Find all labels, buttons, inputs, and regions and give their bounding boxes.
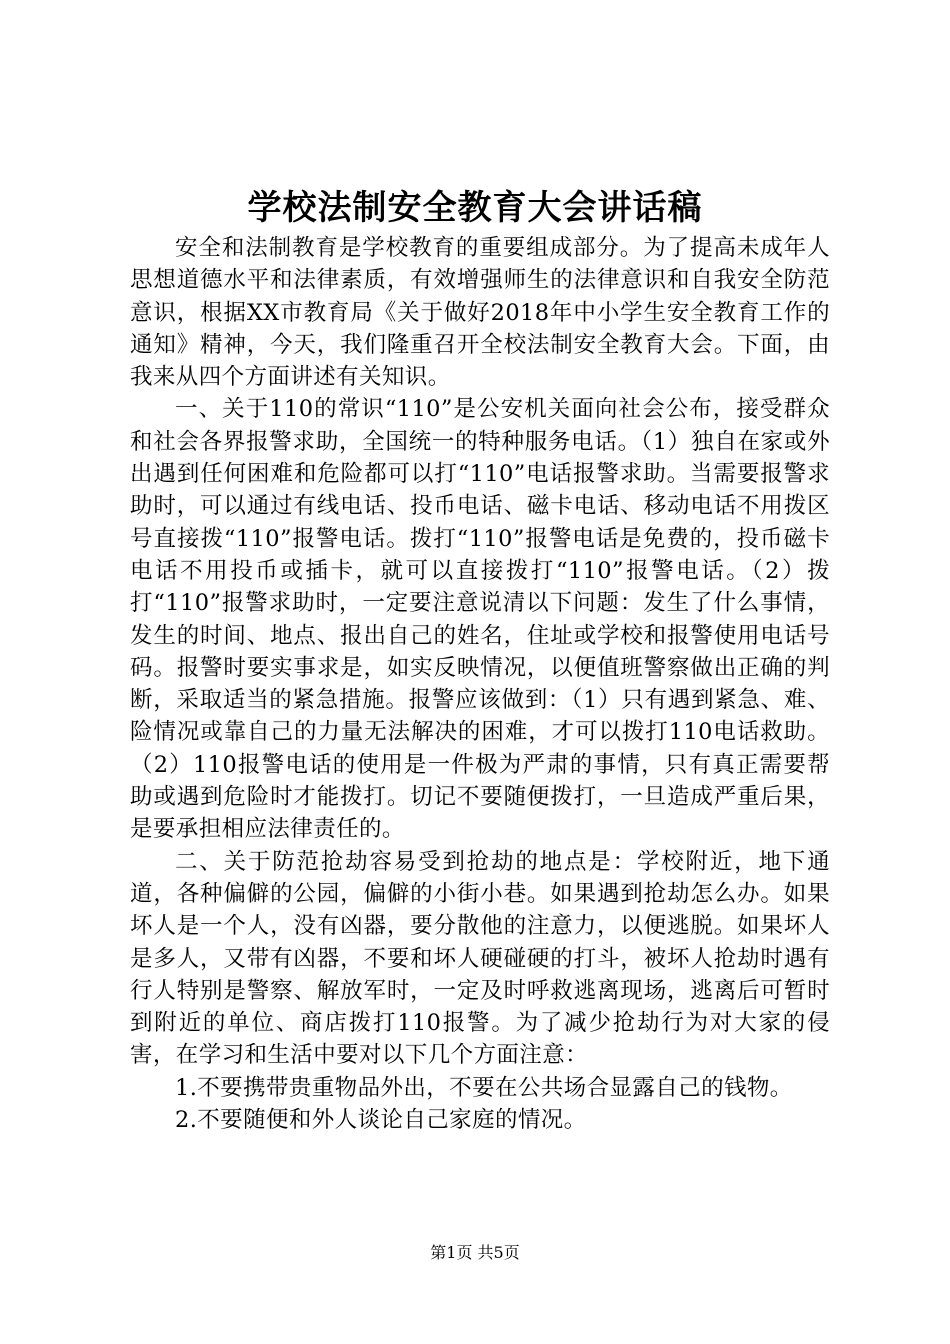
paragraph-section-1: 一、关于110的常识“110”是公安机关面向社会公布，接受群众和社会各界报警求助，全国统一的特种服务电话。（1）独自在家或外出遇到任何困难和危险都可以打“110”电话报警求助。当需要报警求助时，可以通过有线电话、投币电话、磁卡电话、移动电话不用拨区号直接拨“110”报警电话。拨打“110”报警电话是免费的，投币磁卡电话不用投币或插卡，就可以直接拨打“110”报警电话。（2）拨打“110”报警求助时，一定要注意说清以下问题：发生了什么事情，发生的时间、地点、报出自己的姓名，住址或学校和报警使用电话号码。报警时要实事求是，如实反映情况，以便值班警察做出正确的判断，采取适当的紧急措施。报警应该做到：（1）只有遇到紧急、难、险情况或靠自己的力量无法解决的困难，才可以拨打110电话救助。（2）110报警电话的使用是一件极为严肃的事情，只有真正需要帮助或遇到危险时才能拨打。切记不要随便拨打，一旦造成严重后果，是要承担相应法律责任的。: [130, 396, 830, 843]
document-body: [130, 232, 830, 1136]
document-title: 学校法制安全教育大会讲话稿: [247, 188, 703, 228]
page-footer: 第1页 共5页: [430, 1243, 520, 1262]
list-item-1: 1.不要携带贵重物品外出，不要在公共场合显露自己的钱物。: [175, 1074, 793, 1101]
paragraph-section-2: 二、关于防范抢劫容易受到抢劫的地点是：学校附近，地下通道，各种偏僻的公园，偏僻的小街小巷。如果遇到抢劫怎么办。如果坏人是一个人，没有凶器，要分散他的注意力，以便逃脱。如果坏人是多人，又带有凶器，不要和坏人硬碰硬的打斗，被坏人抢劫时遇有行人特别是警察、解放军时，一定及时呼救逃离现场，逃离后可暂时到附近的单位、商店拨打110报警。为了减少抢劫行为对大家的侵害，在学习和生活中要对以下几个方面注意：: [130, 848, 830, 1069]
paragraph-intro: 安全和法制教育是学校教育的重要组成部分。为了提高未成年人思想道德水平和法律素质，有效增强师生的法律意识和自我安全防范意识，根据XX市教育局《关于做好2018年中小学生安全教育工作的通知》精神，今天，我们隆重召开全校法制安全教育大会。下面，由我来从四个方面讲述有关知识。: [130, 235, 830, 391]
list-item-2: 2.不要随便和外人谈论自己家庭的情况。: [175, 1107, 587, 1134]
